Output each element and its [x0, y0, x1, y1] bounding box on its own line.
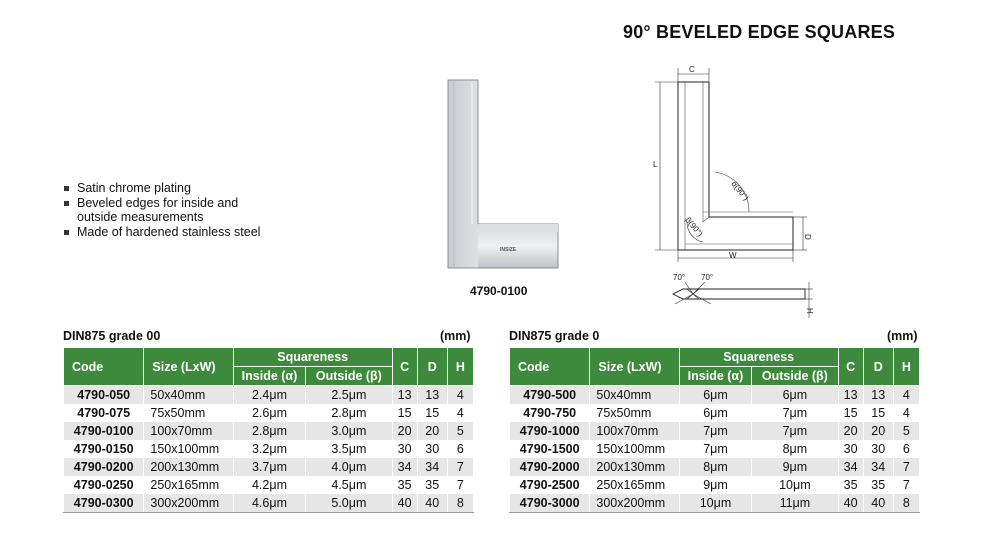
cell-outside: 6μm — [752, 386, 838, 405]
cell-size: 100x70mm — [590, 422, 679, 440]
table-row — [510, 386, 920, 405]
col-header-inside: Inside (α) — [233, 367, 305, 386]
cell-inside: 3.7μm — [233, 458, 305, 476]
label-angle-2: 70° — [701, 273, 714, 282]
cell-size: 75x50mm — [590, 404, 679, 422]
cell-d: 15 — [417, 404, 447, 422]
cell-inside: 9μm — [679, 476, 751, 494]
cell-outside: 10μm — [752, 476, 838, 494]
cell-size: 50x40mm — [590, 386, 679, 405]
cell-c: 35 — [838, 476, 863, 494]
cell-outside: 7μm — [752, 422, 838, 440]
cell-outside: 5.0μm — [306, 494, 392, 513]
cell-inside: 4.6μm — [233, 494, 305, 513]
cell-code: 4790-1000 — [510, 422, 590, 440]
cell-c: 20 — [392, 422, 417, 440]
table-row — [64, 440, 474, 458]
col-header-c: C — [392, 348, 417, 386]
cell-size: 150x100mm — [144, 440, 233, 458]
cell-d: 30 — [863, 440, 893, 458]
label-alpha: α(90°) — [729, 179, 751, 203]
col-header-code: Code — [510, 348, 590, 386]
table-row — [64, 404, 474, 422]
cell-outside: 2.8μm — [306, 404, 392, 422]
spec-table-grade-00 — [63, 347, 474, 513]
cell-c: 34 — [392, 458, 417, 476]
cell-c: 40 — [838, 494, 863, 513]
cell-size: 75x50mm — [144, 404, 233, 422]
cell-inside: 8μm — [679, 458, 751, 476]
cell-h: 8 — [893, 494, 919, 513]
cell-size: 200x130mm — [590, 458, 679, 476]
table-row — [510, 476, 920, 494]
col-header-h: H — [447, 348, 473, 386]
cell-d: 34 — [417, 458, 447, 476]
cell-d: 13 — [417, 386, 447, 405]
label-c: C — [689, 65, 695, 74]
cell-code: 4790-075 — [64, 404, 144, 422]
table-right-unit: (mm) — [887, 329, 918, 343]
cell-code: 4790-0150 — [64, 440, 144, 458]
cell-inside: 3.2μm — [233, 440, 305, 458]
col-header-d: D — [863, 348, 893, 386]
cell-outside: 11μm — [752, 494, 838, 513]
cell-h: 7 — [893, 458, 919, 476]
col-header-size: Size (LxW) — [144, 348, 233, 386]
label-d: D — [803, 234, 812, 240]
table-row — [64, 458, 474, 476]
cell-h: 7 — [447, 476, 473, 494]
table-row — [64, 476, 474, 494]
cell-h: 7 — [893, 476, 919, 494]
cell-outside: 3.5μm — [306, 440, 392, 458]
table-row — [510, 494, 920, 513]
product-photo — [440, 78, 560, 274]
cell-inside: 7μm — [679, 422, 751, 440]
cell-code: 4790-050 — [64, 386, 144, 405]
technical-drawing — [645, 62, 825, 320]
cell-size: 100x70mm — [144, 422, 233, 440]
cell-c: 30 — [838, 440, 863, 458]
cell-inside: 2.6μm — [233, 404, 305, 422]
feature-item: Satin chrome plating — [63, 181, 260, 196]
page-title: 90° BEVELED EDGE SQUARES — [623, 22, 896, 42]
spec-table-grade-0 — [509, 347, 920, 513]
cell-outside: 8μm — [752, 440, 838, 458]
cell-code: 4790-0250 — [64, 476, 144, 494]
cell-size: 300x200mm — [144, 494, 233, 513]
table-row — [510, 440, 920, 458]
table-row — [64, 494, 474, 513]
label-w: W — [729, 251, 737, 260]
cell-outside: 2.5μm — [306, 386, 392, 405]
col-header-inside: Inside (α) — [679, 367, 751, 386]
cell-c: 35 — [392, 476, 417, 494]
cell-size: 300x200mm — [590, 494, 679, 513]
table-row — [510, 404, 920, 422]
col-header-code: Code — [64, 348, 144, 386]
cell-c: 40 — [392, 494, 417, 513]
col-header-h: H — [893, 348, 919, 386]
cell-code: 4790-0100 — [64, 422, 144, 440]
cell-outside: 4.5μm — [306, 476, 392, 494]
label-l: L — [653, 160, 658, 169]
cell-d: 30 — [417, 440, 447, 458]
cell-d: 40 — [863, 494, 893, 513]
cell-d: 20 — [417, 422, 447, 440]
cell-c: 13 — [392, 386, 417, 405]
cell-outside: 7μm — [752, 404, 838, 422]
feature-item: Made of hardened stainless steel — [63, 225, 260, 240]
cell-size: 200x130mm — [144, 458, 233, 476]
cell-h: 8 — [447, 494, 473, 513]
cell-c: 15 — [838, 404, 863, 422]
cell-h: 5 — [893, 422, 919, 440]
cell-size: 50x40mm — [144, 386, 233, 405]
feature-list — [63, 181, 260, 239]
col-header-squareness: Squareness — [233, 348, 392, 367]
feature-item: Beveled edges for inside and outside measurements — [63, 196, 260, 225]
cell-h: 7 — [447, 458, 473, 476]
cell-d: 40 — [417, 494, 447, 513]
cell-c: 34 — [838, 458, 863, 476]
col-header-d: D — [417, 348, 447, 386]
cell-d: 20 — [863, 422, 893, 440]
cell-c: 15 — [392, 404, 417, 422]
cell-size: 250x165mm — [144, 476, 233, 494]
cell-inside: 6μm — [679, 404, 751, 422]
cell-size: 150x100mm — [590, 440, 679, 458]
cell-h: 4 — [447, 404, 473, 422]
cell-inside: 10μm — [679, 494, 751, 513]
cell-c: 20 — [838, 422, 863, 440]
cell-h: 4 — [447, 386, 473, 405]
cell-code: 4790-0300 — [64, 494, 144, 513]
cell-code: 4790-750 — [510, 404, 590, 422]
table-row — [64, 422, 474, 440]
cell-d: 35 — [863, 476, 893, 494]
cell-code: 4790-3000 — [510, 494, 590, 513]
product-code: 4790-0100 — [470, 284, 528, 298]
label-h: H — [805, 308, 814, 314]
cell-code: 4790-500 — [510, 386, 590, 405]
cell-inside: 4.2μm — [233, 476, 305, 494]
col-header-outside: Outside (β) — [752, 367, 838, 386]
table-row — [510, 458, 920, 476]
cell-inside: 6μm — [679, 386, 751, 405]
label-angle-1: 70° — [673, 273, 686, 282]
cell-c: 30 — [392, 440, 417, 458]
cell-inside: 2.4μm — [233, 386, 305, 405]
cell-code: 4790-1500 — [510, 440, 590, 458]
cell-h: 4 — [893, 386, 919, 405]
table-row — [510, 422, 920, 440]
table-left-unit: (mm) — [440, 329, 471, 343]
table-right-grade: DIN875 grade 0 — [509, 329, 600, 343]
cell-code: 4790-2000 — [510, 458, 590, 476]
product-logo: INSIZE — [500, 247, 517, 253]
cell-inside: 7μm — [679, 440, 751, 458]
col-header-outside: Outside (β) — [306, 367, 392, 386]
cell-code: 4790-2500 — [510, 476, 590, 494]
cell-c: 13 — [838, 386, 863, 405]
cell-d: 35 — [417, 476, 447, 494]
col-header-squareness: Squareness — [679, 348, 838, 367]
cell-d: 13 — [863, 386, 893, 405]
col-header-c: C — [838, 348, 863, 386]
table-row — [64, 386, 474, 405]
label-beta: β(90°) — [683, 215, 705, 239]
cell-h: 4 — [893, 404, 919, 422]
cell-outside: 9μm — [752, 458, 838, 476]
cell-d: 15 — [863, 404, 893, 422]
cell-d: 34 — [863, 458, 893, 476]
cell-code: 4790-0200 — [64, 458, 144, 476]
cell-outside: 3.0μm — [306, 422, 392, 440]
cell-outside: 4.0μm — [306, 458, 392, 476]
cell-size: 250x165mm — [590, 476, 679, 494]
cell-h: 6 — [447, 440, 473, 458]
col-header-size: Size (LxW) — [590, 348, 679, 386]
cell-inside: 2.8μm — [233, 422, 305, 440]
table-left-grade: DIN875 grade 00 — [63, 329, 161, 343]
cell-h: 5 — [447, 422, 473, 440]
cell-h: 6 — [893, 440, 919, 458]
